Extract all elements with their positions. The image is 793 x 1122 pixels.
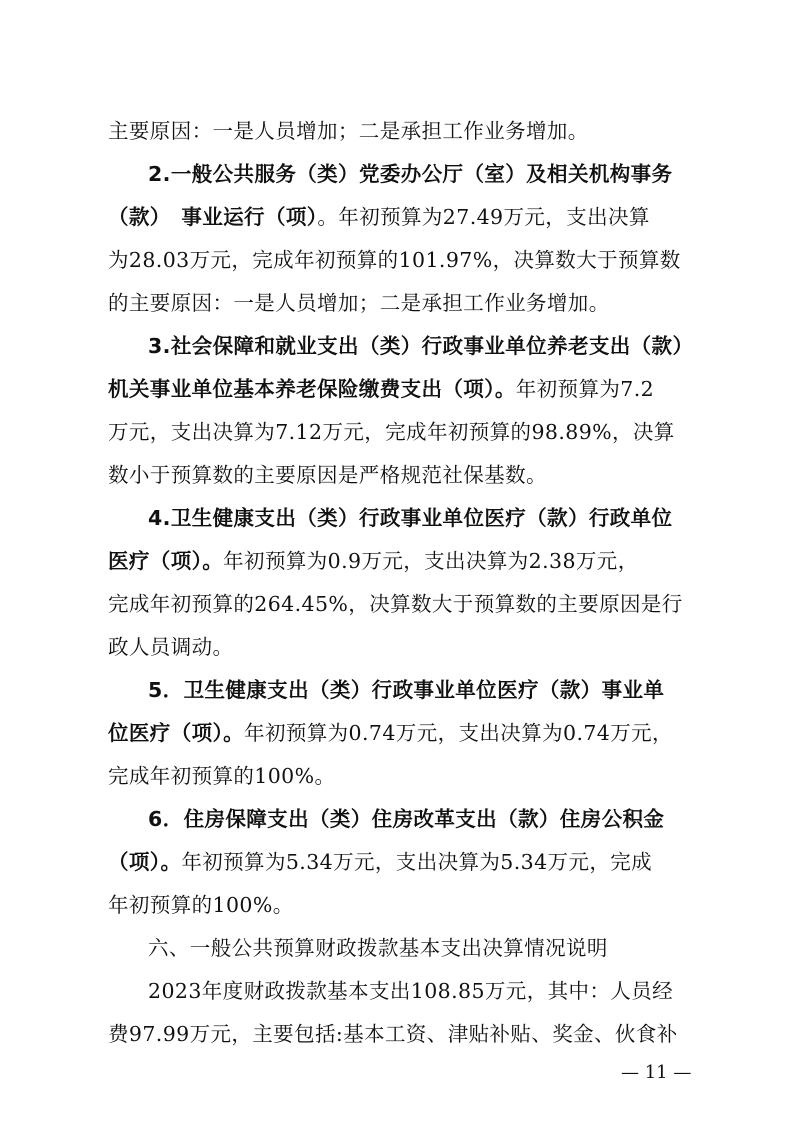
paragraph-line: 主要原因：一是人员增加；二是承担工作业务增加。: [108, 119, 589, 143]
paragraph-line: 完成年初预算的100%。: [108, 764, 336, 788]
paragraph-line: 万元，支出决算为7.12万元，完成年初预算的98.89%，决算: [108, 420, 675, 444]
paragraph-text: 年初预算为7.2: [515, 377, 655, 401]
section-title-line: 3.社会保障和就业支出（类）行政事业单位养老支出（款）: [148, 334, 694, 358]
section-title-line: 6．住房保障支出（类）住房改革支出（款）住房公积金: [148, 807, 665, 831]
paragraph-text: 年初预算为0.74万元，支出决算为0.74万元，: [244, 721, 673, 745]
paragraph-line: 年初预算的100%。: [108, 893, 294, 917]
section-title-part: （款） 事业运行（项）: [108, 205, 318, 229]
paragraph-line: [108, 548, 639, 574]
section-title-line: 2.一般公共服务（类）党委办公厅（室）及相关机构事务: [148, 162, 673, 186]
section-title-part: 医疗（项）。: [108, 549, 224, 573]
paragraph-line: 费97.99万元，主要包括:基本工资、津贴补贴、奖金、伙食补: [108, 1022, 678, 1046]
paragraph-line: 完成年初预算的264.45%，决算数大于预算数的主要原因是行: [108, 592, 683, 616]
page-number: — 11 —: [621, 1062, 692, 1083]
paragraph-line: 数小于预算数的主要原因是严格规范社保基数。: [108, 463, 547, 487]
paragraph-text: 年初预算为5.34万元，支出决算为5.34万元，完成: [181, 850, 653, 874]
section-title-line: 4.卫生健康支出（类）行政事业单位医疗（款）行政单位: [148, 506, 673, 530]
paragraph-line: 为28.03万元，完成年初预算的101.97%，决算数大于预算数: [108, 248, 681, 272]
paragraph-line: 2023年度财政拨款基本支出108.85万元，其中：人员经: [148, 979, 673, 1003]
section-title-line: 5．卫生健康支出（类）行政事业单位医疗（款）事业单: [148, 678, 665, 702]
paragraph-line: [108, 720, 673, 746]
paragraph-line: [108, 204, 650, 230]
paragraph-text: 年初预算为0.9万元，支出决算为2.38万元，: [223, 549, 639, 573]
paragraph-line: [108, 849, 652, 875]
section-title-part: （项）。: [108, 850, 182, 874]
paragraph-line: [108, 376, 654, 402]
paragraph-line: 的主要原因：一是人员增加；二是承担工作业务增加。: [108, 291, 610, 315]
section-heading: 六、一般公共预算财政拨款基本支出决算情况说明: [148, 936, 608, 960]
paragraph-line: 政人员调动。: [108, 635, 234, 659]
section-title-part: 机关事业单位基本养老保险缴费支出（项）。: [108, 377, 516, 401]
paragraph-text: 。年初预算为27.49万元，支出决算: [317, 205, 650, 229]
section-title-part: 位医疗（项）。: [108, 721, 245, 745]
